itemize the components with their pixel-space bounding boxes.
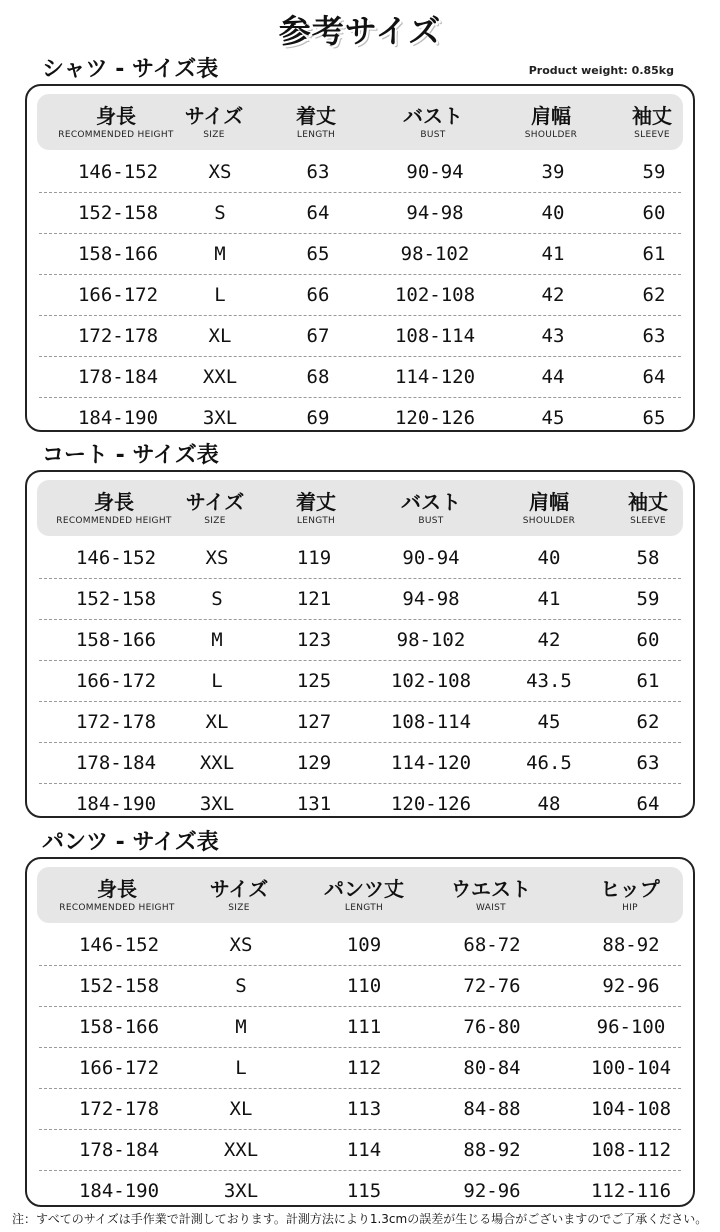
table-cell: 64: [636, 793, 660, 815]
table-cell: 65: [642, 407, 666, 429]
table-cell: 166-172: [75, 670, 157, 692]
table-cell: 114-120: [394, 366, 476, 388]
table-cell: 42: [537, 629, 561, 651]
table-row: [39, 784, 681, 825]
column-subheader: SHOULDER: [524, 130, 578, 140]
table-cell: 114: [346, 1139, 382, 1161]
table-cell: 166-172: [78, 1057, 160, 1079]
table-cell: M: [235, 1016, 247, 1038]
table-cell: 88-92: [602, 934, 660, 956]
column-header: 着丈: [296, 104, 336, 128]
column-subheader: RECOMMENDED HEIGHT: [59, 903, 175, 913]
table-row: [39, 579, 681, 620]
column-subheader: BUST: [420, 130, 446, 140]
table-cell: 64: [306, 202, 330, 224]
table-cell: 94-98: [406, 202, 464, 224]
table-cell: 123: [296, 629, 332, 651]
table-row: [39, 357, 681, 398]
table-cell: 102-108: [390, 670, 472, 692]
table-cell: 184-190: [75, 793, 157, 815]
table-row: [39, 1089, 681, 1130]
table-cell: 172-178: [75, 711, 157, 733]
column-subheader: RECOMMENDED HEIGHT: [56, 516, 172, 526]
table-cell: 152-158: [75, 588, 157, 610]
table-cell: 59: [636, 588, 660, 610]
table-cell: XS: [205, 547, 229, 569]
table-cell: 60: [642, 202, 666, 224]
table-row: [39, 661, 681, 702]
table-cell: 62: [636, 711, 660, 733]
table-cell: S: [211, 588, 223, 610]
table-cell: XXL: [199, 752, 235, 774]
table-cell: 96-100: [596, 1016, 666, 1038]
column-header: バスト: [403, 104, 463, 128]
table-cell: 84-88: [463, 1098, 521, 1120]
table-cell: 111: [346, 1016, 382, 1038]
column-header: 身長: [94, 490, 134, 514]
table-cell: XL: [229, 1098, 253, 1120]
section-title-coat: コート - サイズ表: [42, 443, 219, 468]
table-cell: 62: [642, 284, 666, 306]
table-cell: 152-158: [77, 202, 159, 224]
table-cell: 92-96: [602, 975, 660, 997]
measurement-note: 注：すべてのサイズは手作業で計測しております。計測方法により1.3cmの誤差が生じる場合がございますのでご了承ください。: [12, 1212, 708, 1226]
table-cell: L: [211, 670, 223, 692]
table-cell: 120-126: [390, 793, 472, 815]
column-subheader: SHOULDER: [522, 516, 576, 526]
column-header: 肩幅: [531, 104, 571, 128]
table-cell: 64: [642, 366, 666, 388]
table-cell: 112-116: [590, 1180, 672, 1202]
table-cell: S: [214, 202, 226, 224]
table-cell: 184-190: [77, 407, 159, 429]
column-subheader: SLEEVE: [634, 130, 670, 140]
table-cell: 158-166: [77, 243, 159, 265]
table-cell: 69: [306, 407, 330, 429]
table-cell: 3XL: [202, 407, 238, 429]
table-cell: 90-94: [402, 547, 460, 569]
table-cell: 172-178: [77, 325, 159, 347]
column-header: パンツ丈: [324, 877, 404, 901]
table-cell: 102-108: [394, 284, 476, 306]
column-subheader: SLEEVE: [630, 516, 666, 526]
table-row: [39, 1007, 681, 1048]
table-cell: 127: [296, 711, 332, 733]
column-header: サイズ: [185, 490, 245, 514]
table-cell: 44: [541, 366, 565, 388]
table-cell: 90-94: [406, 161, 464, 183]
table-cell: 40: [541, 202, 565, 224]
column-subheader: SIZE: [203, 130, 225, 140]
table-cell: 65: [306, 243, 330, 265]
column-header: 身長: [97, 877, 137, 901]
table-cell: 63: [636, 752, 660, 774]
table-row: [39, 316, 681, 357]
table-cell: 58: [636, 547, 660, 569]
table-cell: XL: [208, 325, 232, 347]
table-cell: 108-114: [394, 325, 476, 347]
table-cell: 172-178: [78, 1098, 160, 1120]
table-row: [39, 925, 681, 966]
table-cell: 48: [537, 793, 561, 815]
table-cell: 108-114: [390, 711, 472, 733]
table-cell: 131: [296, 793, 332, 815]
table-cell: 112: [346, 1057, 382, 1079]
table-cell: L: [235, 1057, 247, 1079]
table-cell: S: [235, 975, 247, 997]
table-cell: 114-120: [390, 752, 472, 774]
table-cell: 61: [636, 670, 660, 692]
section-title-shirt: シャツ - サイズ表: [42, 57, 219, 82]
table-cell: 125: [296, 670, 332, 692]
table-cell: 100-104: [590, 1057, 672, 1079]
table-row: [39, 702, 681, 743]
column-header: 身長: [96, 104, 136, 128]
column-header: 肩幅: [529, 490, 569, 514]
column-subheader: RECOMMENDED HEIGHT: [58, 130, 174, 140]
table-cell: 60: [636, 629, 660, 651]
coat-size-table: [25, 470, 695, 818]
column-subheader: WAIST: [476, 903, 506, 913]
table-row: [39, 538, 681, 579]
table-cell: 67: [306, 325, 330, 347]
column-header: サイズ: [184, 104, 244, 128]
table-cell: L: [214, 284, 226, 306]
table-cell: 43: [541, 325, 565, 347]
table-cell: 76-80: [463, 1016, 521, 1038]
column-header: ウエスト: [451, 877, 531, 901]
section-title-pants: パンツ - サイズ表: [42, 830, 219, 855]
table-row: [39, 966, 681, 1007]
table-row: [39, 398, 681, 439]
pants-size-table: [25, 857, 695, 1207]
column-subheader: LENGTH: [344, 903, 384, 913]
page-title: 参考サイズ: [278, 12, 442, 50]
table-cell: 113: [346, 1098, 382, 1120]
column-header: 着丈: [296, 490, 336, 514]
table-cell: XXL: [223, 1139, 259, 1161]
table-cell: 3XL: [199, 793, 235, 815]
table-row: [39, 1048, 681, 1089]
table-header: [37, 480, 683, 536]
table-row: [39, 152, 681, 193]
table-row: [39, 234, 681, 275]
table-cell: 152-158: [78, 975, 160, 997]
table-cell: 40: [537, 547, 561, 569]
table-cell: 39: [541, 161, 565, 183]
column-subheader: HIP: [622, 903, 638, 913]
table-cell: 59: [642, 161, 666, 183]
table-cell: M: [214, 243, 226, 265]
table-cell: 3XL: [223, 1180, 259, 1202]
table-row: [39, 743, 681, 784]
table-cell: 178-184: [75, 752, 157, 774]
table-cell: 178-184: [78, 1139, 160, 1161]
table-cell: 119: [296, 547, 332, 569]
table-cell: 42: [541, 284, 565, 306]
column-subheader: BUST: [418, 516, 444, 526]
table-cell: 41: [537, 588, 561, 610]
table-cell: M: [211, 629, 223, 651]
table-cell: XS: [229, 934, 253, 956]
table-cell: XL: [205, 711, 229, 733]
table-cell: 98-102: [400, 243, 470, 265]
table-cell: 68: [306, 366, 330, 388]
table-cell: 121: [296, 588, 332, 610]
table-cell: 120-126: [394, 407, 476, 429]
table-cell: 94-98: [402, 588, 460, 610]
table-cell: 63: [642, 325, 666, 347]
table-row: [39, 1130, 681, 1171]
table-cell: XS: [208, 161, 232, 183]
table-cell: 80-84: [463, 1057, 521, 1079]
column-subheader: SIZE: [204, 516, 226, 526]
table-cell: 146-152: [77, 161, 159, 183]
table-cell: XXL: [202, 366, 238, 388]
table-row: [39, 620, 681, 661]
column-header: バスト: [401, 490, 461, 514]
table-cell: 158-166: [75, 629, 157, 651]
table-cell: 146-152: [78, 934, 160, 956]
table-cell: 158-166: [78, 1016, 160, 1038]
table-cell: 41: [541, 243, 565, 265]
table-cell: 104-108: [590, 1098, 672, 1120]
table-row: [39, 193, 681, 234]
table-cell: 98-102: [396, 629, 466, 651]
table-cell: 184-190: [78, 1180, 160, 1202]
column-header: ヒップ: [600, 877, 660, 901]
table-header: [37, 867, 683, 923]
table-cell: 45: [541, 407, 565, 429]
column-header: 袖丈: [632, 104, 672, 128]
table-row: [39, 1171, 681, 1212]
table-cell: 46.5: [526, 752, 572, 774]
column-header: サイズ: [209, 877, 269, 901]
table-cell: 61: [642, 243, 666, 265]
table-row: [39, 275, 681, 316]
column-header: 袖丈: [628, 490, 668, 514]
table-cell: 43.5: [526, 670, 572, 692]
column-subheader: LENGTH: [296, 130, 336, 140]
table-cell: 72-76: [463, 975, 521, 997]
column-subheader: LENGTH: [296, 516, 336, 526]
table-cell: 108-112: [590, 1139, 672, 1161]
table-cell: 92-96: [463, 1180, 521, 1202]
table-cell: 88-92: [463, 1139, 521, 1161]
product-weight: Product weight: 0.85kg: [528, 64, 674, 77]
table-cell: 63: [306, 161, 330, 183]
shirt-size-table: [25, 84, 695, 432]
table-cell: 129: [296, 752, 332, 774]
table-header: [37, 94, 683, 150]
table-cell: 110: [346, 975, 382, 997]
table-cell: 115: [346, 1180, 382, 1202]
table-cell: 66: [306, 284, 330, 306]
table-cell: 68-72: [463, 934, 521, 956]
table-cell: 146-152: [75, 547, 157, 569]
column-subheader: SIZE: [228, 903, 250, 913]
table-cell: 109: [346, 934, 382, 956]
table-cell: 178-184: [77, 366, 159, 388]
table-cell: 45: [537, 711, 561, 733]
table-cell: 166-172: [77, 284, 159, 306]
